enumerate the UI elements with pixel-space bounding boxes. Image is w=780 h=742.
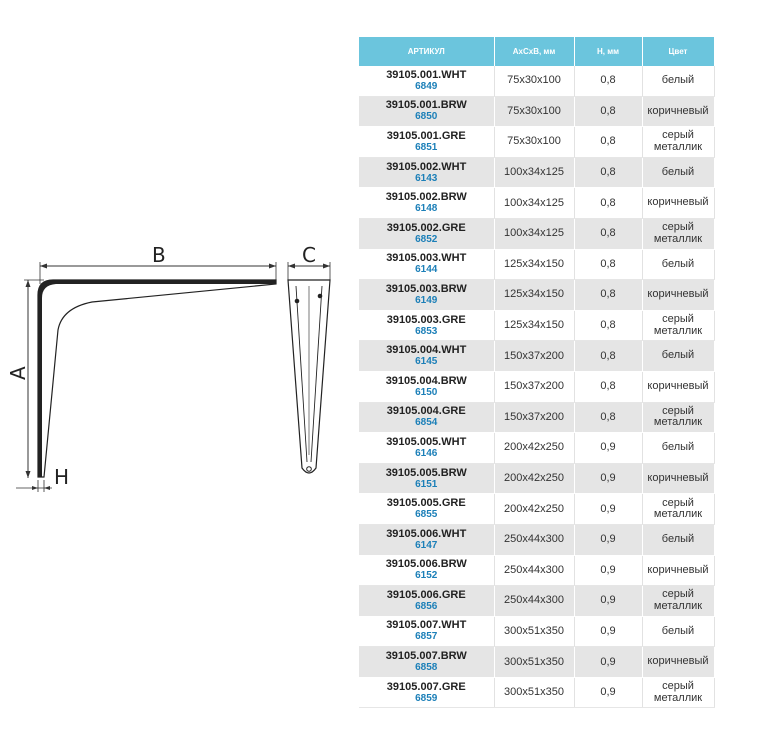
dimensions-cell: 150x37x200 [494,341,574,372]
product-code: 6858 [415,662,438,674]
article-number: 39105.006.GRE [386,588,466,601]
product-code: 6851 [415,141,438,153]
color-cell [642,96,714,127]
dimension-c-label: C [302,243,316,267]
thickness-cell: 0,9 [574,463,642,494]
color-cell [642,66,714,96]
color-text: белый [661,165,695,178]
color-text: серый [662,129,694,142]
article-cell [359,433,494,464]
article-cell [359,280,494,311]
article-cell [359,371,494,402]
table-header-row [359,37,714,66]
product-code: 6152 [415,570,438,582]
color-text: серый [662,404,694,417]
thickness-cell: 0,8 [574,310,642,341]
color-cell [642,463,714,494]
dimensions-cell: 100x34x125 [494,188,574,219]
color-text: белый [661,74,695,87]
product-code: 6144 [415,264,438,276]
color-cell [642,249,714,280]
thickness-cell: 0,9 [574,494,642,525]
table-row [359,616,714,647]
article-number: 39105.005.GRE [386,497,466,510]
thickness-cell: 0,8 [574,218,642,249]
article-cell [359,66,494,96]
dimensions-cell: 250x44x300 [494,555,574,586]
product-code: 6853 [415,325,438,337]
color-text: коричневый [647,104,709,117]
mounting-hole-right [318,294,323,299]
dimensions-cell: 200x42x250 [494,433,574,464]
header-color: Цвет [642,37,714,66]
table-row [359,463,714,494]
product-code: 6854 [415,417,438,429]
color-cell [642,616,714,647]
table-row [359,66,714,96]
dimensions-cell: 200x42x250 [494,494,574,525]
article-cell [359,96,494,127]
table-row [359,341,714,372]
thickness-cell: 0,9 [574,433,642,464]
product-code: 6857 [415,631,438,643]
color-cell [642,402,714,433]
color-cell [642,127,714,158]
table-row [359,433,714,464]
product-code: 6859 [415,692,438,704]
table-row [359,249,714,280]
dimensions-cell: 100x34x125 [494,218,574,249]
color-text: белый [661,257,695,270]
product-code: 6148 [415,203,438,215]
color-text: металлик [653,232,703,245]
color-cell [642,218,714,249]
dimension-b-label: B [152,243,166,267]
product-code: 6852 [415,233,438,245]
color-text: серый [662,680,694,693]
article-number: 39105.004.BRW [385,374,467,387]
article-cell [359,677,494,708]
article-cell [359,616,494,647]
article-number: 39105.002.WHT [386,160,467,173]
color-text: металлик [653,140,703,153]
dimensions-cell: 125x34x150 [494,249,574,280]
product-code: 6146 [415,447,438,459]
article-cell [359,127,494,158]
product-code: 6855 [415,509,438,521]
thickness-cell: 0,8 [574,127,642,158]
article-number: 39105.007.WHT [386,619,467,632]
table-row [359,188,714,219]
dimension-a-label: A [6,366,30,380]
color-text: коричневый [647,655,709,668]
thickness-cell: 0,8 [574,280,642,311]
color-text: коричневый [647,379,709,392]
table-row [359,371,714,402]
table-row [359,218,714,249]
color-cell [642,310,714,341]
color-text: белый [661,349,695,362]
product-code: 6150 [415,386,438,398]
color-text: серый [662,313,694,325]
article-cell [359,157,494,188]
article-number: 39105.003.GRE [386,313,466,326]
thickness-cell: 0,8 [574,341,642,372]
article-cell [359,494,494,525]
thickness-cell: 0,8 [574,249,642,280]
color-cell [642,157,714,188]
color-text: серый [662,588,694,601]
thickness-cell: 0,9 [574,616,642,647]
color-cell [642,433,714,464]
thickness-cell: 0,9 [574,647,642,678]
table-row [359,586,714,617]
thickness-cell: 0,9 [574,586,642,617]
article-cell [359,310,494,341]
color-text: металлик [653,691,703,704]
article-cell [359,586,494,617]
article-number: 39105.002.GRE [386,221,466,234]
product-code: 6849 [415,80,438,92]
color-cell [642,647,714,678]
color-cell [642,586,714,617]
thickness-cell: 0,8 [574,371,642,402]
dimensions-cell: 250x44x300 [494,524,574,555]
color-text: металлик [653,599,703,612]
color-text: металлик [653,508,703,521]
article-number: 39105.003.BRW [385,282,467,295]
article-number: 39105.001.GRE [386,129,466,142]
article-cell [359,341,494,372]
color-cell [642,524,714,555]
table-row [359,280,714,311]
article-number: 39105.001.BRW [385,99,467,112]
table-row [359,96,714,127]
color-text: белый [661,624,695,637]
article-number: 39105.004.WHT [386,344,467,357]
color-text: серый [662,496,694,509]
product-code: 6151 [415,478,438,490]
dimensions-cell: 250x44x300 [494,586,574,617]
dimensions-cell: 125x34x150 [494,310,574,341]
dimensions-cell: 300x51x350 [494,677,574,708]
article-number: 39105.005.WHT [386,435,467,448]
thickness-cell: 0,8 [574,157,642,188]
table-row [359,555,714,586]
color-text: серый [662,221,694,234]
color-cell [642,341,714,372]
article-cell [359,524,494,555]
dimensions-cell: 150x37x200 [494,402,574,433]
table-row [359,310,714,341]
mounting-hole-left [295,299,300,304]
thickness-cell: 0,9 [574,524,642,555]
article-number: 39105.006.WHT [386,527,467,540]
dimension-h-label: H [54,465,70,489]
color-cell [642,371,714,402]
dimensions-cell: 75x30x100 [494,66,574,96]
dimension-b-arrow-left [40,264,47,269]
thickness-cell: 0,9 [574,555,642,586]
color-text: металлик [653,416,703,429]
thickness-cell: 0,8 [574,66,642,96]
color-text: белый [661,532,695,545]
header-article: АРТИКУЛ [359,37,494,66]
article-cell [359,218,494,249]
article-cell [359,555,494,586]
thickness-cell: 0,9 [574,677,642,708]
color-cell [642,555,714,586]
product-code: 6147 [415,539,438,551]
dimensions-cell: 300x51x350 [494,647,574,678]
dimensions-cell: 75x30x100 [494,96,574,127]
dimensions-cell: 75x30x100 [494,127,574,158]
mounting-hole-bottom [307,467,312,472]
thickness-cell: 0,8 [574,188,642,219]
article-number: 39105.001.WHT [386,68,467,81]
article-cell [359,188,494,219]
table-row [359,402,714,433]
header-dimensions: АхСхВ, мм [494,37,574,66]
table-row [359,677,714,708]
dimensions-cell: 200x42x250 [494,463,574,494]
article-number: 39105.002.BRW [385,191,467,204]
dimensions-cell: 125x34x150 [494,280,574,311]
dimension-b-arrow-right [269,264,276,269]
header-thickness: Н, мм [574,37,642,66]
product-code: 6143 [415,172,438,184]
article-cell [359,402,494,433]
color-text: коричневый [647,288,709,301]
article-number: 39105.007.BRW [385,650,467,663]
article-number: 39105.005.BRW [385,466,467,479]
color-text: коричневый [647,196,709,209]
article-cell [359,463,494,494]
color-text: коричневый [647,471,709,484]
article-number: 39105.003.WHT [386,252,467,265]
color-cell [642,188,714,219]
color-text: металлик [653,324,703,337]
color-text: коричневый [647,563,709,576]
color-cell [642,494,714,525]
dimensions-cell: 100x34x125 [494,157,574,188]
spec-table [359,37,715,708]
bracket-drawing [0,230,350,500]
color-cell [642,677,714,708]
bracket-front-view [288,280,330,473]
product-code: 6149 [415,294,438,306]
dimensions-cell: 150x37x200 [494,371,574,402]
article-cell [359,249,494,280]
article-number: 39105.004.GRE [386,405,466,418]
product-code: 6850 [415,111,438,123]
table-row [359,157,714,188]
thickness-cell: 0,8 [574,402,642,433]
table-row [359,127,714,158]
table-row [359,647,714,678]
bracket-side-view [38,280,276,477]
product-code: 6856 [415,600,438,612]
color-text: белый [661,441,695,454]
article-cell [359,647,494,678]
thickness-cell: 0,8 [574,96,642,127]
color-cell [642,280,714,311]
table-row [359,524,714,555]
article-number: 39105.007.GRE [386,680,466,693]
table-row [359,494,714,525]
dimensions-cell: 300x51x350 [494,616,574,647]
product-code: 6145 [415,356,438,368]
article-number: 39105.006.BRW [385,558,467,571]
